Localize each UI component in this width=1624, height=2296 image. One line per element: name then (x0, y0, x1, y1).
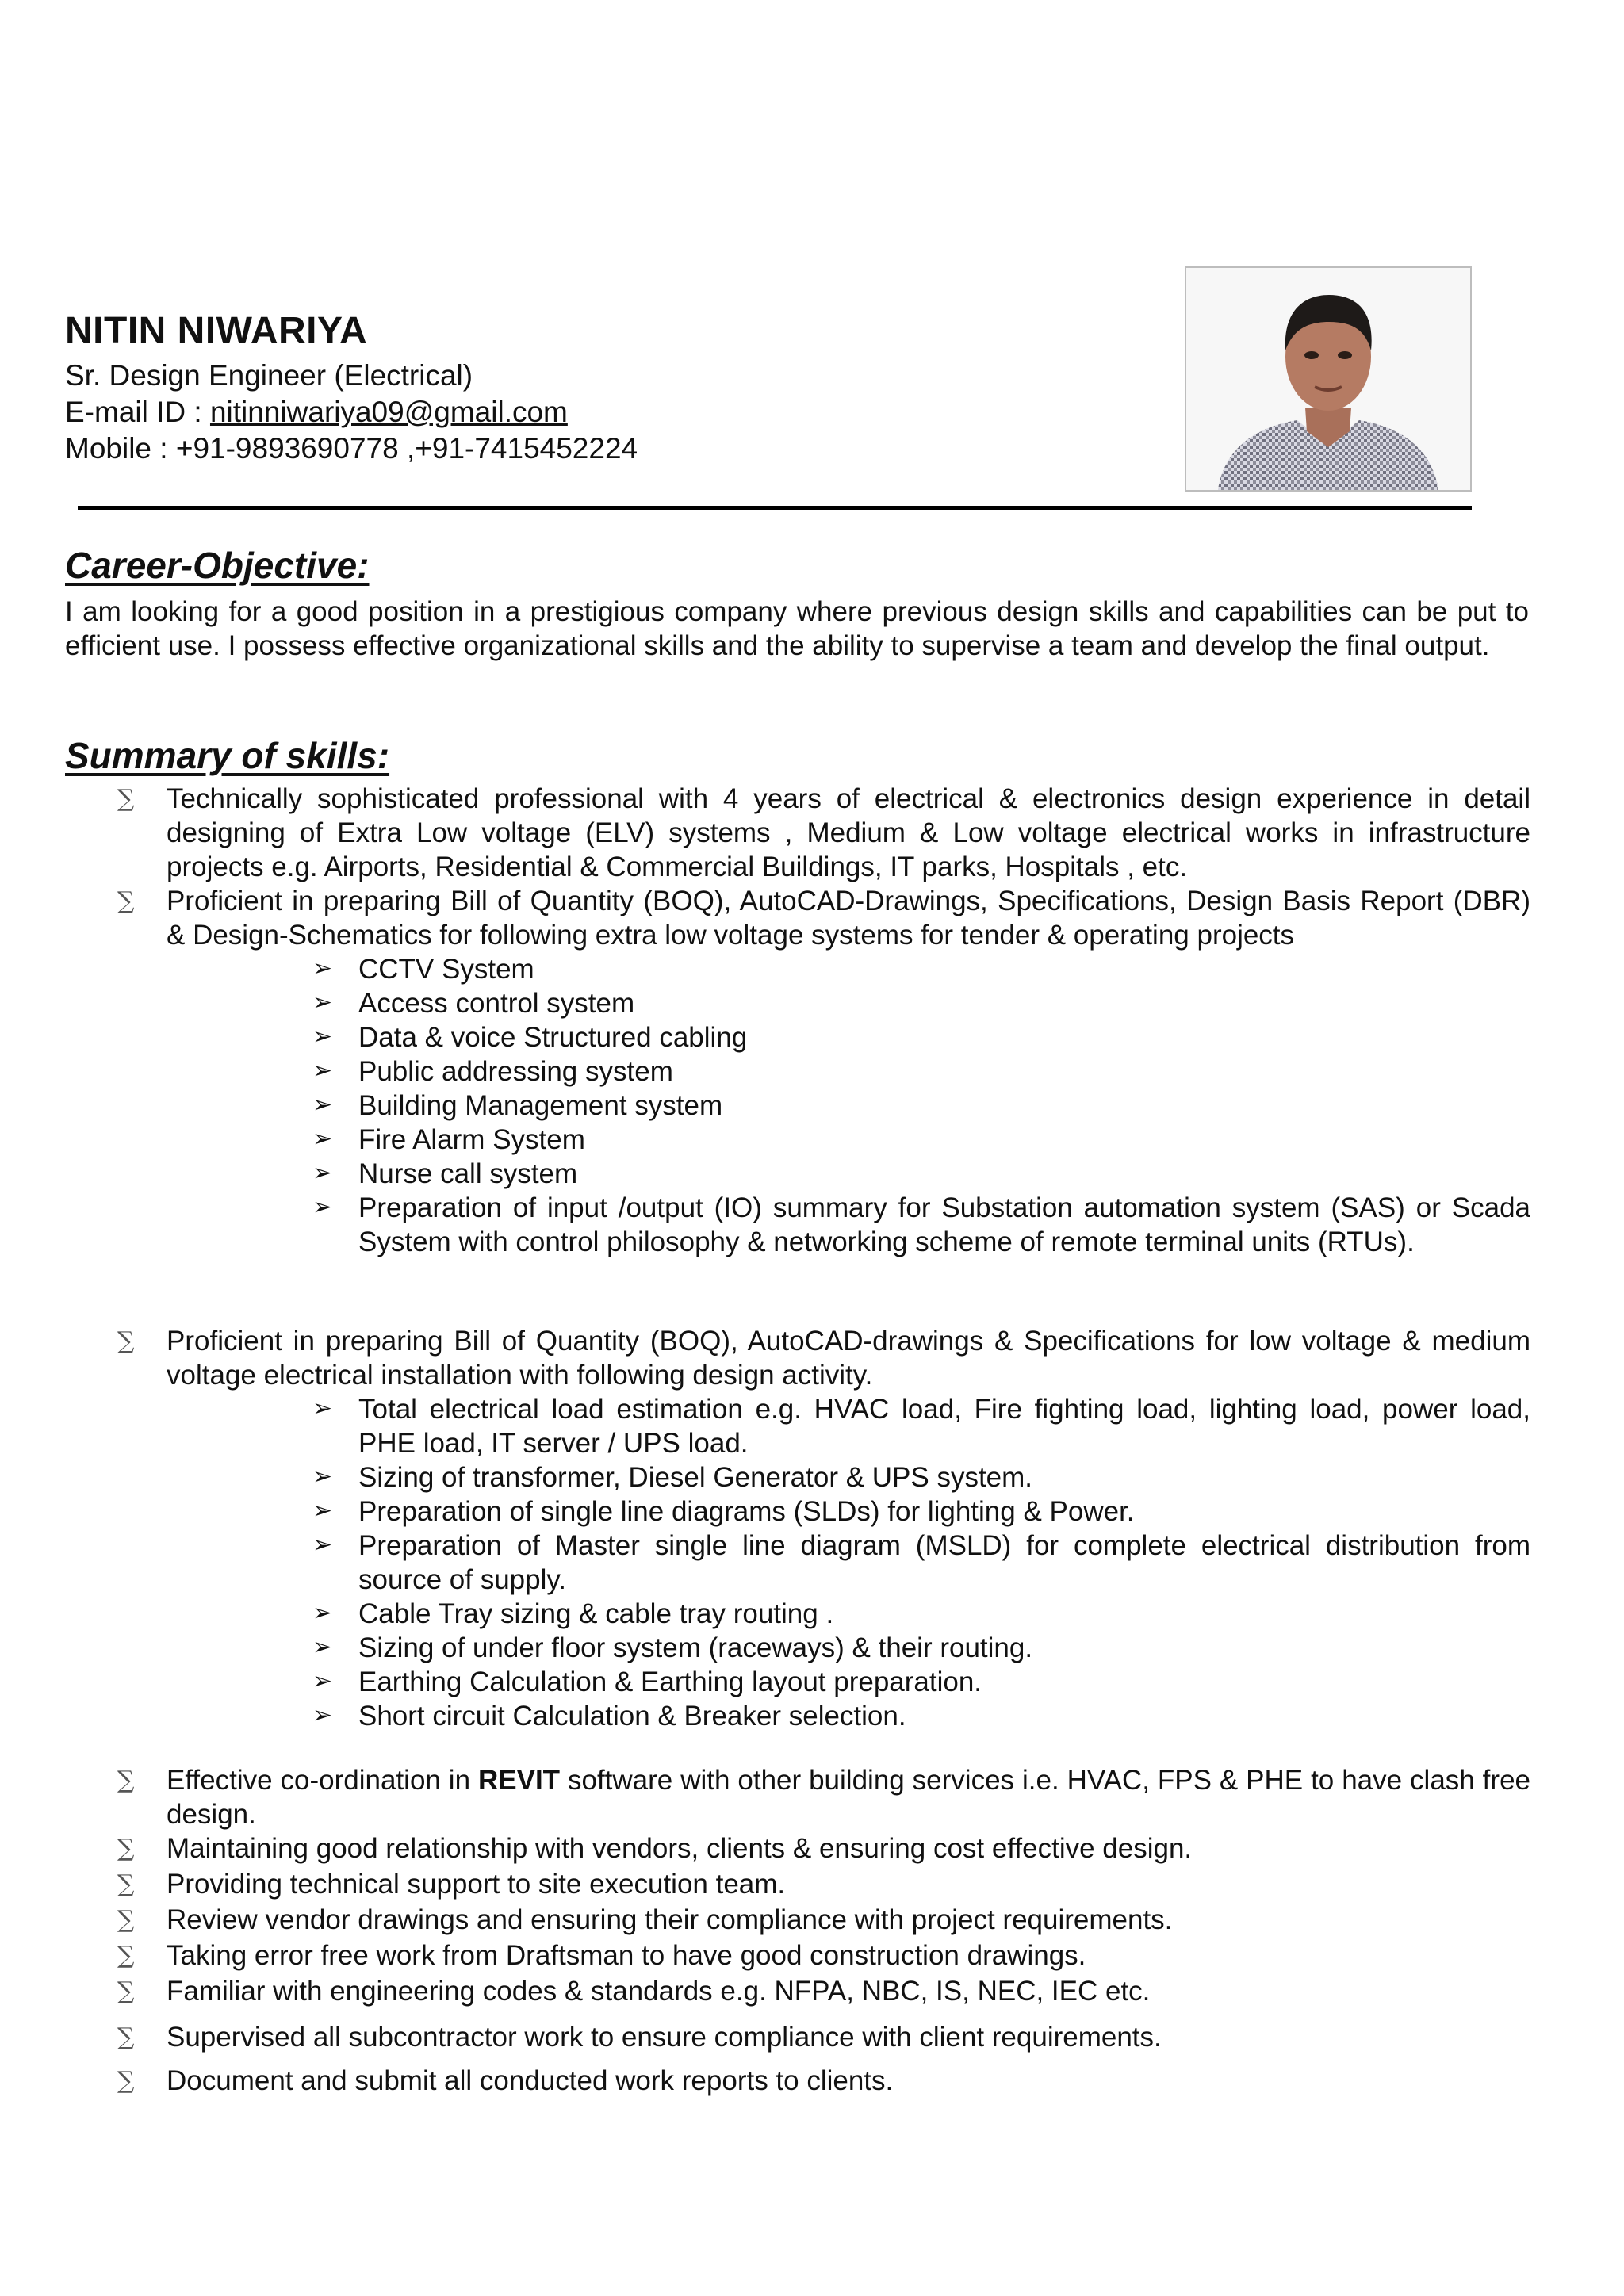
list-item: Preparation of Master single line diagram (MSLD) for complete electrical distribution from source of supply. (358, 1530, 1530, 1595)
career-objective-text: I am looking for a good position in a prestigious company where previous design skills and capabilities can be put to efficient use. I possess effective organizational skills and the ability to supervise a team and develop the final output. (65, 596, 1529, 661)
sigma-bullet-icon: ∑ (117, 1977, 135, 2005)
sigma-bullet-icon: ∑ (117, 1327, 135, 1355)
candidate-name: NITIN NIWARIYA (65, 310, 368, 352)
arrow-bullet-icon: ➢ (312, 1193, 333, 1221)
arrow-bullet-icon: ➢ (312, 1159, 333, 1187)
list-item: Sizing of transformer, Diesel Generator & UPS system. (358, 1462, 1033, 1493)
skill-item-revit (167, 1763, 1530, 1831)
email-label: E-mail ID : (65, 396, 210, 428)
arrow-bullet-icon: ➢ (312, 1633, 333, 1661)
arrow-bullet-icon: ➢ (312, 1395, 333, 1422)
arrow-bullet-icon: ➢ (312, 989, 333, 1016)
profile-photo (1185, 266, 1472, 492)
list-item: Preparation of input /output (IO) summary for Substation automation system (SAS) or Scada System with control philosophy & networking scheme of remote terminal units (RTUs). (358, 1192, 1530, 1257)
arrow-bullet-icon: ➢ (312, 1125, 333, 1153)
sigma-bullet-icon: ∑ (117, 1906, 135, 1934)
revit-post: software with other building services i.e. HVAC, FPS & PHE to have clash free design. (167, 1765, 1530, 1830)
list-item: Total electrical load estimation e.g. HVAC load, Fire fighting load, lighting load, power load, PHE load, IT server / UPS load. (358, 1394, 1530, 1459)
career-objective-heading: Career-Objective: (65, 545, 370, 586)
sigma-bullet-icon: ∑ (117, 1870, 135, 1898)
arrow-bullet-icon: ➢ (312, 1023, 333, 1050)
list-item: Data & voice Structured cabling (358, 1022, 748, 1053)
revit-keyword: REVIT (477, 1765, 561, 1796)
arrow-bullet-icon: ➢ (312, 1463, 333, 1490)
arrow-bullet-icon: ➢ (312, 1667, 333, 1695)
skill-item-site-support: Providing technical support to site execution team. (167, 1869, 786, 1900)
skill-item-reports: Document and submit all conducted work reports to clients. (167, 2065, 894, 2096)
skill-item-experience: Technically sophisticated professional with 4 years of electrical & electronics design experience in detail designing of Extra Low voltage (ELV) systems , Medium & Low voltage electrical works in infrastructure projects e.g. Airports, Residential & Commercial Buildings, IT parks, Hospitals , etc. (167, 783, 1530, 882)
sigma-bullet-icon: ∑ (117, 785, 135, 813)
mobile-line: Mobile : +91-9893690778 ,+91-7415452224 (65, 432, 638, 465)
list-item: Earthing Calculation & Earthing layout preparation. (358, 1667, 982, 1697)
arrow-bullet-icon: ➢ (312, 1701, 333, 1729)
arrow-bullet-icon: ➢ (312, 1531, 333, 1559)
list-item: Access control system (358, 988, 635, 1019)
skill-item-elv: Proficient in preparing Bill of Quantity (BOQ), AutoCAD-Drawings, Specifications, Design Basis Report (DBR) & Design-Schematics for following extra low voltage systems for tender & operating projects (167, 886, 1530, 951)
list-item: Short circuit Calculation & Breaker selection. (358, 1701, 906, 1732)
arrow-bullet-icon: ➢ (312, 1091, 333, 1119)
arrow-bullet-icon: ➢ (312, 1057, 333, 1085)
revit-pre: Effective co-ordination in (167, 1765, 478, 1796)
list-item: Cable Tray sizing & cable tray routing . (358, 1598, 834, 1629)
skill-item-vendors: Maintaining good relationship with vendors, clients & ensuring cost effective design. (167, 1833, 1193, 1864)
sigma-bullet-icon: ∑ (117, 887, 135, 915)
list-item: Fire Alarm System (358, 1124, 585, 1155)
skill-item-vendor-review: Review vendor drawings and ensuring their compliance with project requirements. (167, 1904, 1173, 1935)
list-item: Sizing of under floor system (raceways) & their routing. (358, 1632, 1033, 1663)
email-line (65, 395, 568, 430)
skills-heading: Summary of skills: (65, 735, 390, 776)
list-item: CCTV System (358, 954, 534, 985)
skill-item-lv: Proficient in preparing Bill of Quantity (BOQ), AutoCAD-drawings & Specifications for low voltage & medium voltage electrical installation with following design activity. (167, 1326, 1530, 1391)
arrow-bullet-icon: ➢ (312, 1599, 333, 1627)
list-item: Public addressing system (358, 1056, 673, 1087)
sigma-bullet-icon: ∑ (117, 1942, 135, 1969)
designation: Sr. Design Engineer (Electrical) (65, 359, 473, 392)
sigma-bullet-icon: ∑ (117, 2067, 135, 2095)
sigma-bullet-icon: ∑ (117, 1766, 135, 1794)
email-link[interactable]: nitinniwariya09@gmail.com (209, 396, 568, 428)
arrow-bullet-icon: ➢ (312, 1497, 333, 1525)
list-item: Building Management system (358, 1090, 723, 1121)
skill-item-codes: Familiar with engineering codes & standards e.g. NFPA, NBC, IS, NEC, IEC etc. (167, 1976, 1151, 2007)
skill-item-draftsman: Taking error free work from Draftsman to have good construction drawings. (167, 1940, 1086, 1971)
sigma-bullet-icon: ∑ (117, 1835, 135, 1862)
skill-item-subcontractor: Supervised all subcontractor work to ensure compliance with client requirements. (167, 2022, 1162, 2053)
header-divider (78, 506, 1472, 510)
list-item: Preparation of single line diagrams (SLDs) for lighting & Power. (358, 1496, 1135, 1527)
sigma-bullet-icon: ∑ (117, 2023, 135, 2051)
person-photo-icon (1186, 268, 1470, 490)
arrow-bullet-icon: ➢ (312, 955, 333, 982)
list-item: Nurse call system (358, 1158, 578, 1189)
